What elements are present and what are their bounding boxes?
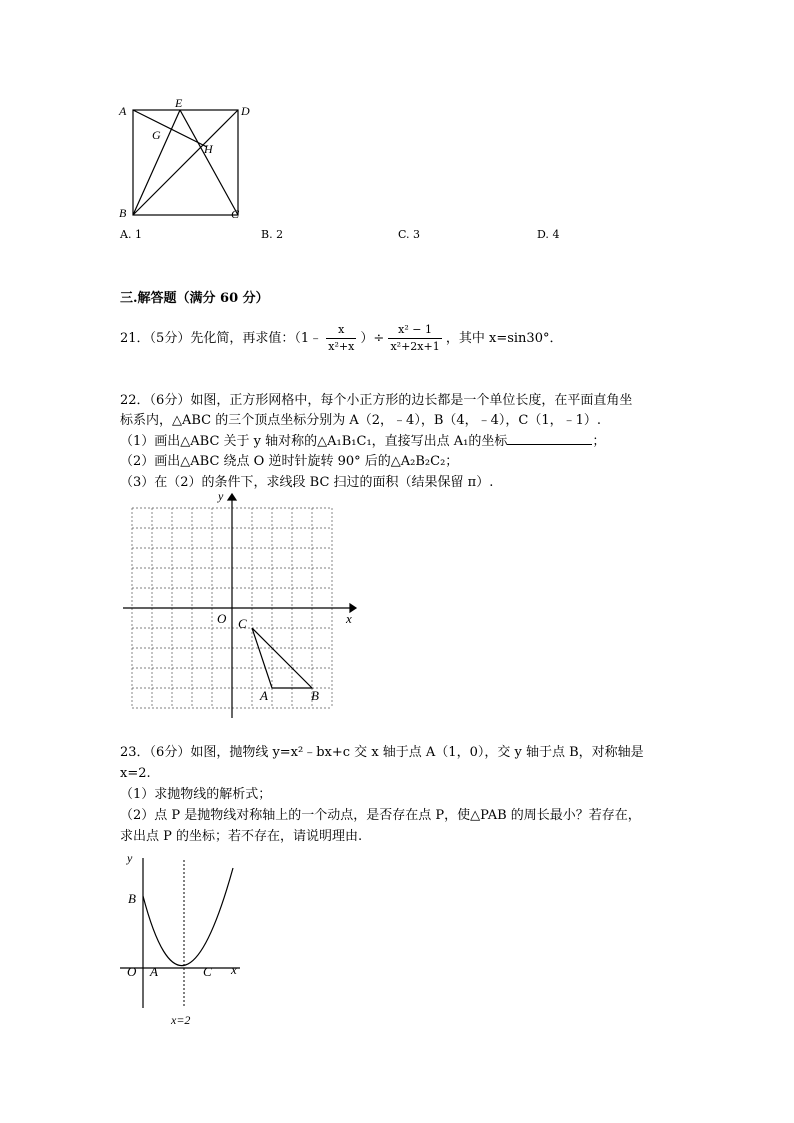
choice-a: A. 1 [120, 228, 142, 241]
label-x: x [346, 611, 352, 626]
label-c: C [203, 964, 212, 979]
diagonal-bd [133, 110, 238, 215]
axis-label: x=2 [171, 1013, 191, 1027]
label-o: O [127, 964, 137, 979]
section-title: 三.解答题（满分 60 分） [120, 291, 269, 306]
q21-fraction-1: $\frac{x}{\text{x²+x}}$ [328, 323, 355, 353]
label-a: A [150, 964, 158, 979]
q21-text: 21．（5分）先化简，再求值：（1﹣ $\frac{x}{\text{x²+x}}$ ）÷ $\frac{\text{x² − 1}}{\text{x²+2x+1}}$ ，其中 x=sin30°． [120, 323, 563, 353]
label-b: B [119, 206, 127, 220]
triangle-abc [252, 628, 312, 688]
q23-parabola-figure [115, 848, 255, 1028]
label-c: C [238, 616, 247, 631]
label-e: E [175, 96, 183, 110]
label-h: H [204, 142, 213, 156]
q23-line-3: （1）求抛物线的解析式； [120, 787, 272, 802]
label-a: A [119, 104, 127, 118]
q21-fraction-2: $\frac{\text{x² − 1}}{\text{x²+2x+1}}$ [390, 323, 440, 353]
q23-line-4: （2）点 P 是抛物线对称轴上的一个动点，是否存在点 P，使△PAB 的周长最小？若存在， [120, 808, 641, 823]
q23-line-2: x=2. [120, 766, 151, 781]
label-y: y [218, 492, 224, 503]
parabola [143, 868, 233, 966]
q22-line-1: 22．（6分）如图，正方形网格中，每个小正方形的边长都是一个单位长度，在平面直角坐 [120, 393, 633, 408]
choice-b: B. 2 [261, 228, 284, 241]
answer-blank [507, 432, 592, 445]
label-a: A [260, 688, 268, 703]
segment-ah [133, 110, 207, 147]
label-b: B [128, 891, 136, 906]
label-x: x [231, 962, 237, 977]
q22-grid-figure [118, 492, 368, 722]
q23-line-1: 23．（6分）如图，抛物线 y=x²﹣bx+c 交 x 轴于点 A（1，0），交 y 轴于点 B，对称轴是 [120, 745, 644, 760]
label-o: O [217, 611, 227, 626]
q20-square-figure [110, 95, 260, 225]
q22-line-4: （2）画出△ABC 绕点 O 逆时针旋转 90° 后的△A₂B₂C₂； [120, 454, 459, 469]
y-axis-arrow [228, 494, 236, 500]
choice-d: D. 4 [537, 228, 560, 241]
label-y: y [127, 851, 133, 865]
label-d: D [241, 104, 250, 118]
label-c: C [231, 207, 240, 221]
segment-be [133, 110, 180, 215]
choice-c: C. 3 [398, 228, 421, 241]
segment-ec [180, 110, 238, 215]
q22-line-3: （1）画出△ABC 关于 y 轴对称的△A₁B₁C₁，直接写出点 A₁的坐标 ； [120, 434, 606, 449]
q22-line-5: （3）在（2）的条件下，求线段 BC 扫过的面积（结果保留 π）. [120, 475, 494, 490]
q23-line-5: 求出点 P 的坐标；若不存在，请说明理由. [120, 829, 363, 844]
label-g: G [152, 128, 161, 142]
q22-line-2: 标系内，△ABC 的三个顶点坐标分别为 A（2，﹣4），B（4，﹣4），C（1，﹣1）. [120, 413, 602, 428]
label-b: B [311, 688, 319, 703]
